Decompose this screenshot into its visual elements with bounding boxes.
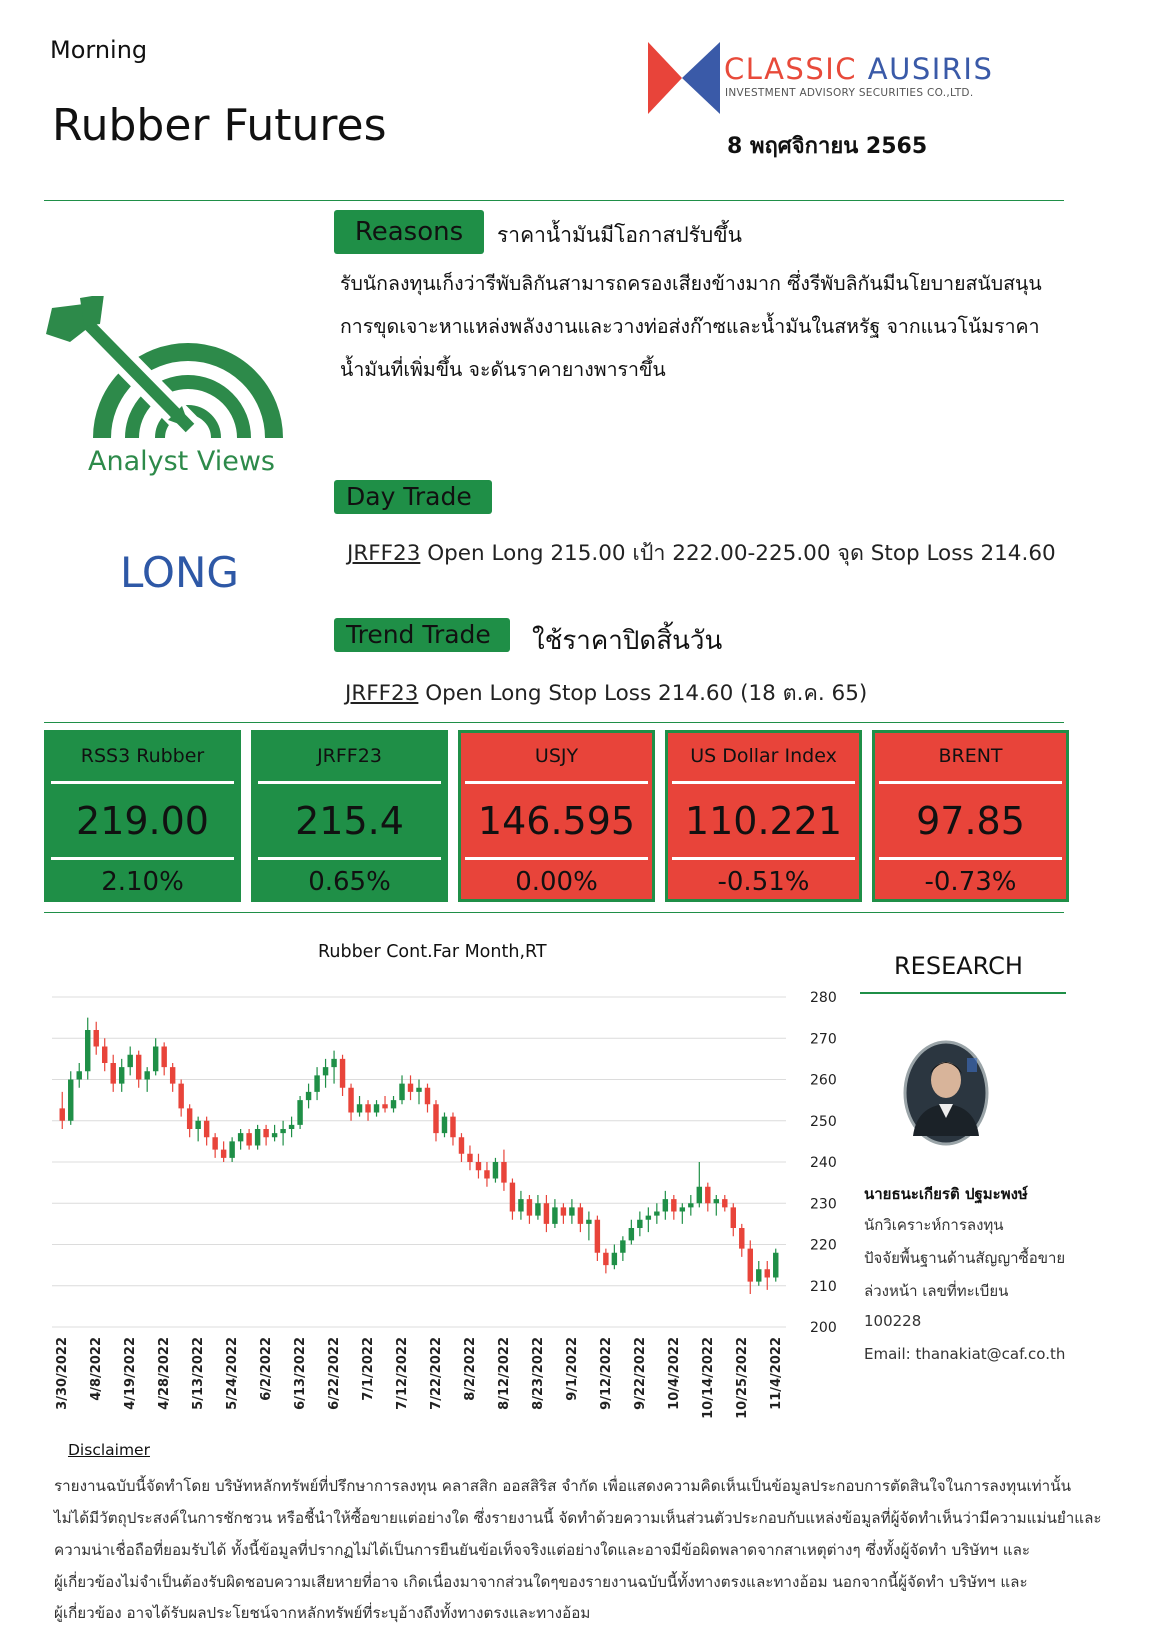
reason-line: น้ำมันที่เพิ่มขึ้น จะดันราคายางพาราขึ้น bbox=[340, 358, 666, 381]
candle-body bbox=[612, 1253, 617, 1265]
candlestick bbox=[450, 1113, 455, 1146]
x-tick-label: 9/12/2022 bbox=[599, 1337, 614, 1410]
candle-body bbox=[136, 1055, 141, 1080]
x-tick-label: 7/22/2022 bbox=[429, 1337, 444, 1410]
candlestick bbox=[688, 1195, 693, 1216]
candle-body bbox=[272, 1133, 277, 1137]
candlestick bbox=[680, 1203, 685, 1224]
trend-trade-recommendation bbox=[345, 676, 867, 710]
candlestick bbox=[357, 1096, 362, 1117]
candlestick bbox=[612, 1245, 617, 1270]
candlestick bbox=[425, 1084, 430, 1113]
disclaimer-title: Disclaimer bbox=[68, 1441, 150, 1459]
candlestick bbox=[144, 1067, 149, 1092]
candle-body bbox=[314, 1075, 319, 1092]
candle-body bbox=[255, 1129, 260, 1146]
report-session-label: Morning bbox=[50, 36, 148, 64]
candle-body bbox=[765, 1269, 770, 1277]
candle-body bbox=[739, 1228, 744, 1249]
x-tick-label: 8/2/2022 bbox=[463, 1337, 478, 1401]
candlestick bbox=[416, 1080, 421, 1105]
candlestick bbox=[77, 1063, 82, 1088]
candle-body bbox=[476, 1162, 481, 1170]
candlestick bbox=[374, 1100, 379, 1117]
x-tick-label: 8/12/2022 bbox=[497, 1337, 512, 1410]
candle-body bbox=[654, 1212, 659, 1216]
candle-body bbox=[629, 1228, 634, 1240]
analyst-name: นายธนะเกียรติ ปฐมะพงษ์ bbox=[864, 1185, 1028, 1203]
candle-body bbox=[178, 1084, 183, 1109]
candle-body bbox=[382, 1104, 387, 1108]
candle-body bbox=[340, 1059, 345, 1088]
analyst-role-line: ล่วงหน้า เลขที่ทะเบียน bbox=[864, 1282, 1009, 1300]
candle-body bbox=[586, 1220, 591, 1224]
quote-change: -0.51% bbox=[717, 867, 810, 897]
candle-body bbox=[756, 1269, 761, 1281]
x-tick-label: 7/1/2022 bbox=[361, 1337, 376, 1401]
x-tick-label: 10/25/2022 bbox=[735, 1337, 750, 1419]
candlestick bbox=[323, 1059, 328, 1088]
x-tick-label: 8/23/2022 bbox=[531, 1337, 546, 1410]
candle-body bbox=[714, 1199, 719, 1203]
day-trade-recommendation bbox=[347, 536, 1056, 570]
candlestick bbox=[306, 1084, 311, 1109]
candlestick bbox=[127, 1047, 132, 1076]
analyst-role-line: ปัจจัยพื้นฐานด้านสัญญาซื้อขาย bbox=[864, 1249, 1066, 1267]
candle-body bbox=[748, 1249, 753, 1282]
candle-body bbox=[705, 1187, 710, 1204]
candlestick bbox=[119, 1059, 124, 1092]
candlestick bbox=[391, 1096, 396, 1113]
quote-price: 215.4 bbox=[295, 799, 404, 843]
candlestick bbox=[85, 1018, 90, 1080]
candlestick bbox=[518, 1191, 523, 1220]
candlestick bbox=[365, 1100, 370, 1121]
candle-body bbox=[408, 1084, 413, 1092]
candlestick bbox=[340, 1055, 345, 1096]
disclaimer-line: ไม่ได้มีวัตถุประสงค์ในการชักชวน หรือชี้นำให้ซื้อขายแต่อย่างใด ซึ่งรายงานนี้ จัดทำด้วยความเห็นส่วนตัวประกอบกับแหล่งข้อมูลที่ผู้จัดทำเห็นว่ามีความแม่นยำและ bbox=[54, 1509, 1102, 1527]
candle-body bbox=[552, 1207, 557, 1224]
price-chart bbox=[44, 975, 844, 1425]
candle-body bbox=[544, 1203, 549, 1224]
candle-body bbox=[425, 1088, 430, 1105]
analyst-role-line: นักวิเคราะห์การลงทุน bbox=[864, 1216, 1004, 1234]
candle-body bbox=[467, 1154, 472, 1162]
candle-body bbox=[60, 1108, 65, 1120]
x-tick-label: 6/13/2022 bbox=[293, 1337, 308, 1410]
candlestick bbox=[187, 1104, 192, 1137]
candle-body bbox=[722, 1199, 727, 1207]
trend-trade-tag: Trend Trade bbox=[334, 618, 510, 652]
analyst-email: Email: thanakiat@caf.co.th bbox=[864, 1345, 1066, 1363]
candlestick bbox=[442, 1113, 447, 1138]
candlestick bbox=[246, 1129, 251, 1150]
chart-title: Rubber Cont.Far Month,RT bbox=[318, 942, 547, 962]
reason-line: การขุดเจาะหาแหล่งพลังงานและวางท่อส่งก๊าซและน้ำมันในสหรัฐ จากแนวโน้มราคา bbox=[340, 315, 1040, 338]
candle-body bbox=[229, 1141, 234, 1158]
quote-card-rss3 bbox=[44, 730, 241, 902]
company-logo-icon bbox=[648, 42, 720, 114]
candlestick bbox=[433, 1100, 438, 1141]
x-tick-label: 4/8/2022 bbox=[89, 1337, 104, 1401]
quote-price: 97.85 bbox=[916, 799, 1025, 843]
candlestick bbox=[136, 1051, 141, 1088]
y-tick-label: 280 bbox=[810, 990, 837, 1006]
quote-name: USJY bbox=[534, 745, 579, 767]
candlestick bbox=[102, 1038, 107, 1071]
candle-body bbox=[663, 1199, 668, 1211]
y-tick-label: 260 bbox=[810, 1072, 837, 1089]
candle-body bbox=[501, 1162, 506, 1183]
candle-body bbox=[306, 1092, 311, 1100]
x-tick-label: 5/13/2022 bbox=[191, 1337, 206, 1410]
candle-body bbox=[357, 1104, 362, 1112]
y-tick-label: 230 bbox=[810, 1196, 837, 1213]
trend-trade-text: Open Long Stop Loss 214.60 (18 ต.ค. 65) bbox=[418, 681, 868, 706]
candlestick bbox=[731, 1203, 736, 1236]
y-tick-label: 210 bbox=[810, 1278, 837, 1295]
candle-body bbox=[433, 1104, 438, 1133]
candlestick bbox=[671, 1195, 676, 1220]
candlestick bbox=[646, 1207, 651, 1232]
candle-body bbox=[204, 1121, 209, 1138]
candle-body bbox=[127, 1055, 132, 1067]
x-tick-label: 11/4/2022 bbox=[769, 1337, 784, 1410]
candlestick bbox=[161, 1042, 166, 1075]
quote-card-usjy bbox=[458, 730, 655, 902]
candle-body bbox=[603, 1253, 608, 1265]
candle-body bbox=[110, 1063, 115, 1084]
candlestick bbox=[238, 1129, 243, 1150]
candlestick bbox=[255, 1125, 260, 1150]
x-tick-label: 4/19/2022 bbox=[123, 1337, 138, 1410]
candlestick bbox=[484, 1162, 489, 1187]
candle-body bbox=[144, 1071, 149, 1079]
candle-body bbox=[416, 1088, 421, 1092]
x-tick-label: 4/28/2022 bbox=[157, 1337, 172, 1410]
candle-body bbox=[391, 1100, 396, 1108]
position-recommendation: LONG bbox=[120, 548, 239, 597]
candle-body bbox=[323, 1067, 328, 1075]
candle-body bbox=[518, 1199, 523, 1211]
candlestick bbox=[476, 1154, 481, 1179]
analyst-avatar bbox=[903, 1040, 989, 1146]
candle-body bbox=[102, 1047, 107, 1064]
quote-card-brent bbox=[872, 730, 1069, 902]
quote-price: 146.595 bbox=[477, 799, 636, 843]
x-tick-label: 10/4/2022 bbox=[667, 1337, 682, 1410]
analyst-registration-number: 100228 bbox=[864, 1312, 922, 1330]
section-divider bbox=[44, 200, 1064, 201]
y-tick-label: 200 bbox=[810, 1320, 837, 1336]
research-underline bbox=[860, 992, 1066, 994]
target-arrow-icon bbox=[44, 296, 284, 466]
candle-body bbox=[493, 1162, 498, 1179]
y-tick-label: 250 bbox=[810, 1113, 837, 1130]
disclaimer-line: รายงานฉบับนี้จัดทำโดย บริษัทหลักทรัพย์ที่ปรึกษาการลงทุน คลาสสิก ออสสิริส จำกัด เพื่อแสดงความคิดเห็นเป็นข้อมูลประกอบการตัดสินใจในการลงทุนเท่านั้น bbox=[54, 1477, 1071, 1495]
candle-body bbox=[161, 1047, 166, 1068]
candlestick bbox=[272, 1125, 277, 1142]
candlestick bbox=[705, 1183, 710, 1212]
y-tick-label: 220 bbox=[810, 1237, 837, 1254]
analyst-views-caption: Analyst Views bbox=[88, 446, 275, 477]
candlestick bbox=[629, 1220, 634, 1245]
candlestick bbox=[578, 1203, 583, 1232]
candle-body bbox=[77, 1071, 82, 1079]
quote-name: BRENT bbox=[938, 745, 1003, 767]
candlestick bbox=[663, 1191, 668, 1220]
candlestick bbox=[637, 1212, 642, 1237]
quote-change: 2.10% bbox=[101, 867, 184, 897]
candle-body bbox=[170, 1067, 175, 1084]
quote-card-us-dollar-index bbox=[665, 730, 862, 902]
trend-trade-symbol: JRFF23 bbox=[345, 681, 419, 706]
candlestick bbox=[595, 1216, 600, 1261]
candlestick bbox=[204, 1117, 209, 1146]
candlestick bbox=[212, 1133, 217, 1158]
candle-body bbox=[280, 1129, 285, 1133]
candle-body bbox=[646, 1216, 651, 1220]
candlestick bbox=[153, 1038, 158, 1075]
candlestick bbox=[178, 1080, 183, 1117]
quote-price: 110.221 bbox=[684, 799, 843, 843]
x-tick-label: 6/2/2022 bbox=[259, 1337, 274, 1401]
candle-body bbox=[527, 1199, 532, 1216]
candlestick bbox=[459, 1133, 464, 1162]
disclaimer-line: ความน่าเชื่อถือที่ยอมรับได้ ทั้งนี้ข้อมูลที่ปรากฏไม่ได้เป็นการยืนยันข้อเท็จจริงแต่อย่างใดและอาจมีข้อผิดพลาดจากสาเหตุต่างๆ ซึ่งทั้งผู้จัดทำ บริษัทฯ และ bbox=[54, 1541, 1031, 1559]
candlestick bbox=[110, 1055, 115, 1092]
candlestick bbox=[221, 1141, 226, 1162]
company-name: CLASSIC AUSIRIS bbox=[724, 52, 994, 86]
candle-body bbox=[697, 1187, 702, 1204]
candle-body bbox=[637, 1220, 642, 1228]
candlestick bbox=[697, 1162, 702, 1207]
candle-body bbox=[671, 1199, 676, 1211]
candlestick bbox=[586, 1212, 591, 1241]
candle-body bbox=[399, 1084, 404, 1101]
section-divider bbox=[44, 722, 1064, 723]
report-title: Rubber Futures bbox=[52, 100, 387, 151]
candle-body bbox=[731, 1207, 736, 1228]
candle-body bbox=[263, 1129, 268, 1137]
candle-body bbox=[153, 1047, 158, 1072]
candlestick bbox=[60, 1092, 65, 1129]
candle-body bbox=[773, 1253, 778, 1278]
quote-name: RSS3 Rubber bbox=[80, 745, 205, 767]
candle-body bbox=[246, 1133, 251, 1145]
candle-body bbox=[348, 1088, 353, 1113]
candle-body bbox=[85, 1030, 90, 1071]
x-tick-label: 9/1/2022 bbox=[565, 1337, 580, 1401]
candlestick bbox=[467, 1146, 472, 1171]
x-tick-label: 9/22/2022 bbox=[633, 1337, 648, 1410]
candle-body bbox=[535, 1203, 540, 1215]
quote-price: 219.00 bbox=[76, 799, 209, 843]
candle-body bbox=[569, 1207, 574, 1215]
candlestick bbox=[510, 1179, 515, 1220]
candle-body bbox=[195, 1121, 200, 1129]
y-tick-label: 270 bbox=[810, 1031, 837, 1048]
reasons-tag: Reasons bbox=[334, 210, 484, 254]
quote-change: 0.00% bbox=[515, 867, 598, 897]
day-trade-symbol: JRFF23 bbox=[347, 541, 421, 566]
x-tick-label: 3/30/2022 bbox=[55, 1337, 70, 1410]
candlestick bbox=[561, 1203, 566, 1224]
candlestick bbox=[297, 1096, 302, 1129]
trend-trade-note: ใช้ราคาปิดสิ้นวัน bbox=[532, 626, 723, 656]
x-tick-label: 10/14/2022 bbox=[701, 1337, 716, 1419]
candle-body bbox=[365, 1104, 370, 1112]
candlestick bbox=[94, 1022, 99, 1055]
candle-body bbox=[578, 1207, 583, 1224]
candlestick bbox=[280, 1121, 285, 1146]
candle-body bbox=[238, 1133, 243, 1141]
quote-change: 0.65% bbox=[308, 867, 391, 897]
candle-body bbox=[94, 1030, 99, 1047]
candle-body bbox=[289, 1125, 294, 1129]
candlestick bbox=[756, 1261, 761, 1286]
quote-name: JRFF23 bbox=[317, 745, 382, 767]
candlestick bbox=[654, 1203, 659, 1224]
candle-body bbox=[688, 1203, 693, 1207]
candlestick bbox=[263, 1125, 268, 1146]
day-trade-tag: Day Trade bbox=[334, 480, 492, 514]
candle-body bbox=[212, 1137, 217, 1149]
candle-body bbox=[374, 1104, 379, 1112]
candle-body bbox=[297, 1100, 302, 1125]
candlestick bbox=[501, 1150, 506, 1191]
candlestick bbox=[382, 1096, 387, 1113]
candlestick bbox=[773, 1249, 778, 1282]
candle-body bbox=[119, 1067, 124, 1084]
candlestick bbox=[722, 1195, 727, 1212]
quote-card-jrff23 bbox=[251, 730, 448, 902]
reasons-headline: ราคาน้ำมันมีโอกาสปรับขึ้น bbox=[497, 223, 742, 247]
disclaimer-line: ผู้เกี่ยวข้อง อาจได้รับผลประโยชน์จากหลักทรัพย์ที่ระบุอ้างถึงทั้งทางตรงและทางอ้อม bbox=[54, 1604, 591, 1622]
candlestick bbox=[739, 1224, 744, 1257]
candlestick bbox=[544, 1195, 549, 1232]
day-trade-text: Open Long 215.00 เป้า 222.00-225.00 จุด Stop Loss 214.60 bbox=[420, 541, 1056, 566]
candle-body bbox=[595, 1220, 600, 1253]
candle-body bbox=[459, 1137, 464, 1154]
candle-body bbox=[68, 1080, 73, 1121]
candle-body bbox=[450, 1117, 455, 1138]
x-tick-label: 7/12/2022 bbox=[395, 1337, 410, 1410]
candlestick bbox=[314, 1067, 319, 1100]
candlestick bbox=[603, 1249, 608, 1274]
quote-change: -0.73% bbox=[924, 867, 1017, 897]
quote-name: US Dollar Index bbox=[690, 745, 837, 767]
candle-body bbox=[484, 1170, 489, 1178]
candle-body bbox=[187, 1108, 192, 1129]
x-tick-label: 6/22/2022 bbox=[327, 1337, 342, 1410]
research-label: RESEARCH bbox=[894, 952, 1023, 980]
candlestick bbox=[170, 1063, 175, 1092]
candlestick bbox=[289, 1117, 294, 1138]
candle-body bbox=[561, 1207, 566, 1215]
candle-body bbox=[620, 1240, 625, 1252]
candlestick bbox=[620, 1236, 625, 1261]
candlestick bbox=[229, 1137, 234, 1162]
candlestick bbox=[527, 1195, 532, 1224]
candle-body bbox=[331, 1059, 336, 1067]
company-tagline: INVESTMENT ADVISORY SECURITIES CO.,LTD. bbox=[725, 87, 974, 99]
candle-body bbox=[680, 1207, 685, 1211]
candlestick bbox=[348, 1084, 353, 1121]
disclaimer-line: ผู้เกี่ยวข้องไม่จำเป็นต้องรับผิดชอบความเสียหายที่อาจ เกิดเนื่องมาจากส่วนใดๆของรายงานฉบับนี้ทั้งทางตรงและทางอ้อม นอกจากนี้ผู้จัดทำ บริษัทฯ และ bbox=[54, 1573, 1028, 1591]
section-divider bbox=[44, 912, 1064, 913]
candlestick bbox=[331, 1051, 336, 1084]
candle-body bbox=[221, 1150, 226, 1158]
candle-body bbox=[442, 1117, 447, 1134]
candlestick bbox=[714, 1195, 719, 1216]
y-tick-label: 240 bbox=[810, 1155, 837, 1171]
candle-body bbox=[510, 1183, 515, 1212]
report-date: 8 พฤศจิกายน 2565 bbox=[727, 134, 928, 159]
reason-line: รับนักลงทุนเก็งว่ารีพับลิกันสามารถครองเสียงข้างมาก ซึ่งรีพับลิกันมีนโยบายสนับสนุน bbox=[340, 272, 1042, 295]
candlestick bbox=[535, 1195, 540, 1220]
x-tick-label: 5/24/2022 bbox=[225, 1337, 240, 1410]
